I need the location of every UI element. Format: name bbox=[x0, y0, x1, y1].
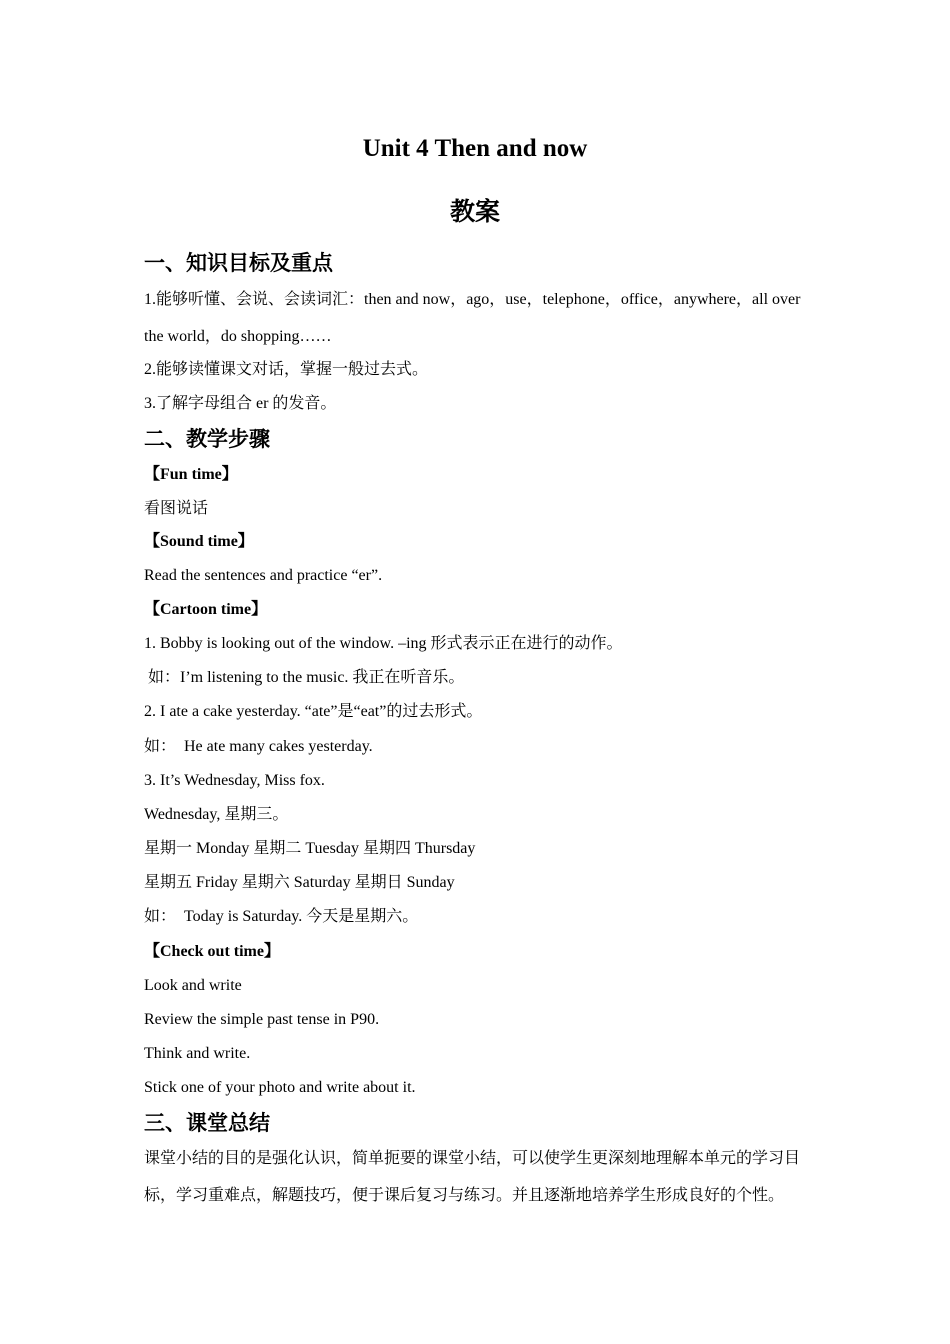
cartoon-line: 星期一 Monday 星期二 Tuesday 星期四 Thursday bbox=[144, 840, 476, 857]
check-out-line: Think and write. bbox=[144, 1045, 251, 1062]
section-heading-summary: 三、课堂总结 bbox=[144, 1111, 270, 1135]
cartoon-line: 1. Bobby is looking out of the window. –ing 形式表示正在进行的动作。 bbox=[144, 635, 623, 652]
check-out-line: Stick one of your photo and write about it. bbox=[144, 1079, 416, 1096]
objective-item-2: 2.能够读懂课文对话，掌握一般过去式。 bbox=[144, 361, 429, 378]
cartoon-line: 星期五 Friday 星期六 Saturday 星期日 Sunday bbox=[144, 874, 455, 891]
objective-item-1: 1.能够听懂、会说、会读词汇：then and now，ago，use，telephone，office，anywhere，all over the world，do shopping…… bbox=[144, 291, 801, 345]
cartoon-line: 如： Today is Saturday. 今天是星期六。 bbox=[144, 908, 419, 925]
document-subtitle: 教案 bbox=[449, 199, 500, 226]
check-out-time-label: 【Check out time】 bbox=[144, 943, 280, 960]
sound-time-label: 【Sound time】 bbox=[144, 533, 254, 550]
cartoon-line: 如：I’m listening to the music. 我正在听音乐。 bbox=[144, 669, 465, 686]
summary-text: 课堂小结的目的是强化认识，简单扼要的课堂小结，可以使学生更深刻地理解本单元的学习目标，学习重难点，解题技巧，便于课后复习与练习。并且逐渐地培养学生形成良好的个性。 bbox=[144, 1150, 801, 1204]
cartoon-line: Wednesday, 星期三。 bbox=[144, 806, 289, 823]
check-out-line: Review the simple past tense in P90. bbox=[144, 1011, 380, 1028]
section-heading-objectives: 一、知识目标及重点 bbox=[144, 251, 333, 275]
sound-time-text: Read the sentences and practice “er”. bbox=[144, 567, 383, 584]
cartoon-line: 如： He ate many cakes yesterday. bbox=[144, 738, 373, 755]
cartoon-time-label: 【Cartoon time】 bbox=[144, 601, 268, 618]
cartoon-line: 3. It’s Wednesday, Miss fox. bbox=[144, 772, 325, 789]
cartoon-line: 2. I ate a cake yesterday. “ate”是“eat”的过去形式。 bbox=[144, 703, 483, 720]
objective-item-3: 3.了解字母组合 er 的发音。 bbox=[144, 395, 337, 412]
section-heading-steps: 二、教学步骤 bbox=[144, 427, 270, 451]
document-title: Unit 4 Then and now bbox=[362, 135, 588, 162]
fun-time-text: 看图说话 bbox=[144, 500, 209, 517]
check-out-line: Look and write bbox=[144, 977, 242, 994]
fun-time-label: 【Fun time】 bbox=[144, 466, 238, 483]
